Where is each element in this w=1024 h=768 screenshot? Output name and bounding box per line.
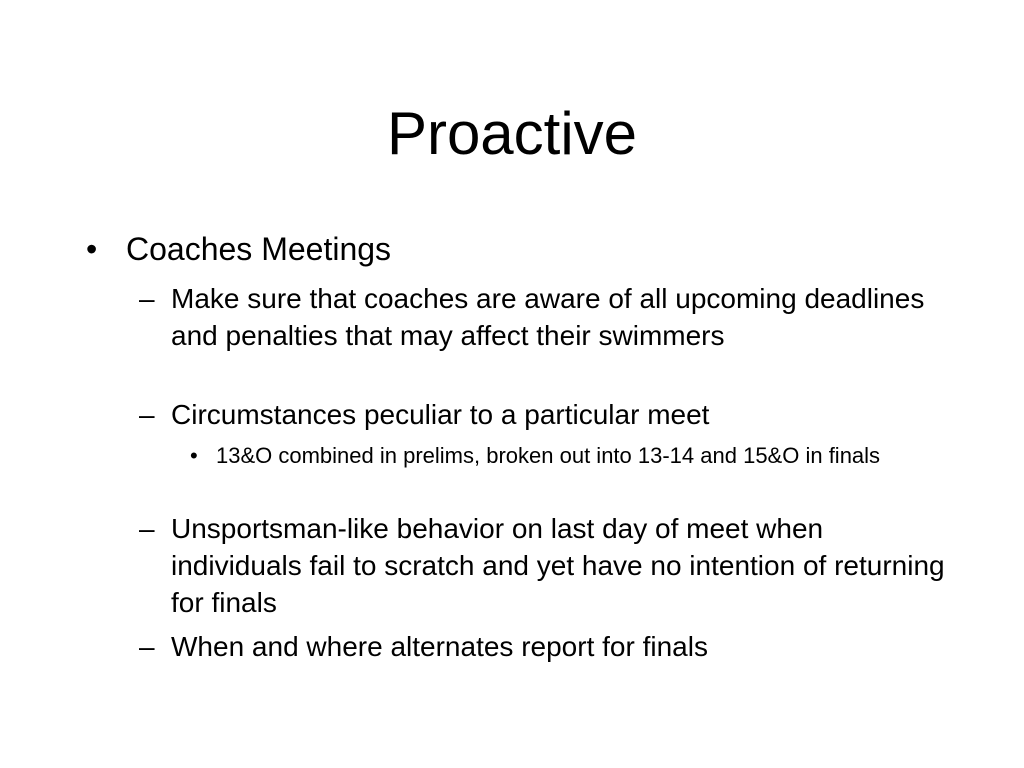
dash-marker: – [139, 513, 155, 544]
sub-sub-item-13-and-over [190, 440, 916, 471]
sub-item-text: Make sure that coaches are aware of all upcoming deadlines and penalties that may affect their swimmers [171, 283, 925, 351]
sub-sub-item-text: 13&O combined in prelims, broken out into 13-14 and 15&O in finals [216, 443, 881, 468]
dash-marker: – [139, 399, 155, 430]
bullet-marker: • [86, 231, 98, 267]
slide-title: Proactive [386, 100, 638, 167]
sub-item-deadlines [139, 280, 971, 354]
dash-marker: – [139, 283, 155, 314]
sub-item-text: When and where alternates report for finals [171, 631, 708, 662]
bullet-item-coaches-meetings [86, 230, 986, 268]
dash-marker: – [139, 631, 155, 662]
sub-item-text: Unsportsman-like behavior on last day of meet when individuals fail to scratch and yet have no intention of returning for finals [171, 513, 945, 618]
sub-item-alternates [139, 628, 971, 665]
sub-item-unsportsman-like [139, 510, 961, 621]
bullet-text: Coaches Meetings [126, 231, 392, 267]
sub-item-text: Circumstances peculiar to a particular meet [171, 399, 710, 430]
sub-item-circumstances [139, 396, 971, 433]
bullet-marker: • [190, 443, 198, 468]
